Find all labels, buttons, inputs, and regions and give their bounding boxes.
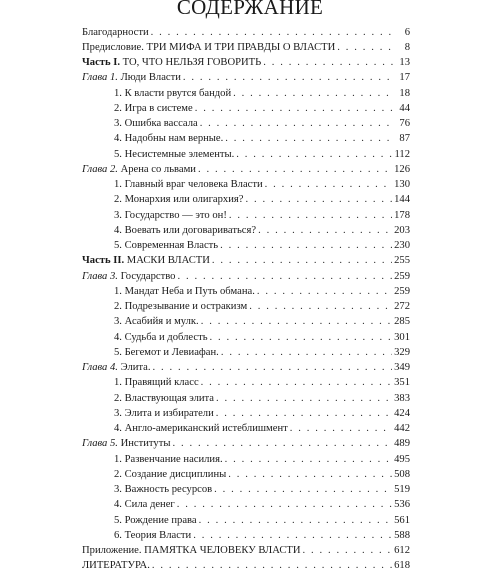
toc-page-number: 44 — [399, 102, 410, 114]
toc-entry-text: Благодарности — [82, 26, 149, 38]
toc-entry-text: 2. Создание дисциплины — [114, 468, 227, 480]
toc-entry-text: 5. Бегемот и Левиафан. — [114, 346, 219, 358]
toc-entry-text: 4. Надобны нам верные. — [114, 133, 224, 145]
toc-chapter-marker: Глава 3. — [82, 270, 118, 282]
toc-page-number: 130 — [394, 179, 410, 191]
dot-leader — [236, 147, 392, 162]
dot-leader — [153, 360, 393, 375]
toc-entry-text: Государство — [117, 270, 176, 282]
toc-entry-text: 3. Важность ресурсов — [114, 484, 213, 496]
toc-entry-label — [114, 421, 288, 436]
toc-entry — [82, 284, 410, 299]
toc-page-number: 612 — [394, 545, 410, 557]
toc-page-number: 8 — [404, 41, 410, 53]
toc-entry — [82, 208, 410, 223]
dot-leader — [177, 269, 392, 284]
toc-page-number: 255 — [394, 255, 410, 267]
toc-entry — [82, 406, 410, 421]
toc-entry-text: 3. Ошибка вассала — [114, 118, 198, 130]
toc-entry-text: 4. Судьба и доблесть — [114, 331, 208, 343]
toc-entry — [82, 482, 410, 497]
table-of-contents — [82, 25, 410, 574]
toc-entry-text: Арена со львами — [117, 163, 196, 175]
toc-entry — [82, 299, 410, 314]
toc-entry — [82, 86, 410, 101]
toc-entry — [82, 40, 410, 55]
toc-entry-label — [114, 314, 199, 329]
toc-page-number: 259 — [394, 285, 410, 297]
dot-leader — [216, 406, 392, 421]
toc-entry-label — [82, 360, 151, 375]
toc-page-number: 230 — [394, 240, 410, 252]
toc-page-number: 519 — [394, 484, 410, 496]
toc-entry-text: 2. Монархия или олигархия? — [114, 194, 244, 206]
toc-entry-text: Элита. — [117, 362, 151, 374]
dot-leader — [201, 375, 392, 390]
toc-entry-text: 4. Англо-американский истеблишмент — [114, 423, 288, 435]
toc-entry-text: 2. Властвующая элита — [114, 392, 214, 404]
toc-page-number: 285 — [394, 316, 410, 328]
toc-entry-label — [114, 391, 214, 406]
toc-entry-text: 2. Подрезывание и остракизм — [114, 301, 248, 313]
toc-entry — [82, 421, 410, 436]
toc-entry — [82, 223, 410, 238]
toc-entry — [82, 314, 410, 329]
dot-leader — [228, 467, 392, 482]
toc-entry — [82, 513, 410, 528]
toc-entry-label — [114, 208, 227, 223]
toc-page-number: 351 — [394, 377, 410, 389]
dot-leader — [263, 55, 394, 70]
toc-page-number: 301 — [394, 331, 410, 343]
toc-entry-text: 4. Воевать или договариваться? — [114, 224, 257, 236]
dot-leader — [193, 528, 392, 543]
toc-entry-text: Институты — [117, 438, 171, 450]
toc-entry-label — [114, 406, 214, 421]
dot-leader — [195, 101, 394, 116]
toc-page-number: 13 — [399, 57, 410, 69]
toc-entry — [82, 345, 410, 360]
toc-entry-label — [82, 70, 181, 85]
toc-entry-label — [114, 101, 193, 116]
toc-entry-label — [114, 177, 263, 192]
toc-page-number: 383 — [394, 392, 410, 404]
toc-entry-text: 5. Современная Власть — [114, 240, 219, 252]
toc-entry-label — [82, 40, 335, 55]
toc-entry-label — [82, 436, 170, 451]
toc-page-number: 144 — [394, 194, 410, 206]
toc-entry — [82, 162, 410, 177]
toc-entry — [82, 391, 410, 406]
toc-entry-label — [114, 284, 255, 299]
toc-page-number: 17 — [399, 72, 410, 84]
dot-leader — [216, 391, 392, 406]
dot-leader — [212, 253, 392, 268]
dot-leader — [210, 330, 393, 345]
toc-entry-text: МАСКИ ВЛАСТИ — [124, 255, 210, 267]
toc-entry-label — [114, 86, 231, 101]
toc-chapter-marker: Глава 2. — [82, 163, 118, 175]
toc-page-number: 259 — [394, 270, 410, 282]
dot-leader — [257, 284, 392, 299]
toc-entry-label — [114, 147, 234, 162]
toc-entry-label — [82, 269, 175, 284]
toc-entry — [82, 558, 410, 573]
toc-entry-text: 2. Игра в системе — [114, 102, 193, 114]
toc-entry — [82, 452, 410, 467]
toc-entry-text: 5. Несистемные элементы. — [114, 148, 235, 160]
toc-entry — [82, 253, 410, 268]
dot-leader — [221, 345, 392, 360]
toc-entry-label — [82, 543, 301, 558]
toc-page-number: 126 — [394, 163, 410, 175]
toc-page-number: 424 — [394, 407, 410, 419]
toc-page-number: 508 — [394, 468, 410, 480]
toc-entry-text: Люди Власти — [117, 72, 181, 84]
toc-entry-text: 4. Сила денег — [114, 499, 175, 511]
dot-leader — [200, 116, 394, 131]
dot-leader — [258, 223, 392, 238]
toc-entry — [82, 101, 410, 116]
toc-entry — [82, 360, 410, 375]
dot-leader — [172, 436, 392, 451]
toc-entry-text: Предисловие. ТРИ МИФА И ТРИ ПРАВДЫ О ВЛАСТИ — [82, 41, 336, 53]
toc-part-marker: Часть II. — [82, 255, 125, 267]
toc-entry-label — [114, 528, 191, 543]
toc-entry — [82, 55, 410, 70]
toc-page-number: 272 — [394, 301, 410, 313]
toc-page-number: 489 — [394, 438, 410, 450]
toc-entry-text: 5. Рождение права — [114, 514, 197, 526]
toc-entry-text: 3. Элита и избиратели — [114, 407, 214, 419]
toc-entry — [82, 177, 410, 192]
toc-entry — [82, 375, 410, 390]
toc-entry-text: 1. Правящий класс — [114, 377, 199, 389]
dot-leader — [225, 452, 392, 467]
toc-page-number: 495 — [394, 453, 410, 465]
toc-entry-label — [114, 452, 223, 467]
toc-page-number: 203 — [394, 224, 410, 236]
toc-entry-label — [114, 116, 198, 131]
toc-entry-label — [114, 131, 223, 146]
dot-leader — [201, 314, 392, 329]
dot-leader — [229, 208, 392, 223]
dot-leader — [303, 543, 393, 558]
dot-leader — [199, 513, 393, 528]
toc-entry-label — [114, 482, 212, 497]
toc-entry-text: ТО, ЧТО НЕЛЬЗЯ ГОВОРИТЬ — [120, 57, 262, 69]
dot-leader — [183, 70, 394, 85]
toc-entry — [82, 543, 410, 558]
toc-entry-label — [82, 558, 150, 573]
toc-entry-label — [82, 55, 261, 70]
toc-page-number: 349 — [394, 362, 410, 374]
toc-entry — [82, 25, 410, 40]
toc-entry-label — [114, 223, 256, 238]
dot-leader — [249, 299, 392, 314]
toc-entry-label — [114, 330, 208, 345]
toc-entry-text: 1. Главный враг человека Власти — [114, 179, 263, 191]
dot-leader — [337, 40, 394, 55]
toc-entry-label — [114, 513, 197, 528]
toc-entry — [82, 528, 410, 543]
dot-leader — [220, 238, 392, 253]
toc-entry-label — [82, 253, 210, 268]
dot-leader — [290, 421, 392, 436]
toc-entry-label — [114, 467, 226, 482]
page-title: СОДЕРЖАНИЕ — [176, 0, 324, 19]
toc-entry-text: 6. Теория Власти — [114, 529, 192, 541]
toc-entry — [82, 147, 410, 162]
toc-entry — [82, 467, 410, 482]
dot-leader — [265, 177, 392, 192]
toc-entry-label — [114, 238, 218, 253]
toc-page-number: 329 — [394, 346, 410, 358]
toc-page-number: 6 — [404, 26, 410, 38]
toc-chapter-marker: Глава 5. — [82, 438, 118, 450]
toc-entry-label — [82, 162, 196, 177]
toc-entry-label — [114, 375, 199, 390]
dot-leader — [233, 86, 394, 101]
dot-leader — [214, 482, 392, 497]
toc-entry — [82, 330, 410, 345]
toc-page-number: 536 — [394, 499, 410, 511]
toc-chapter-marker: Глава 1. — [82, 72, 118, 84]
toc-entry-text: ЛИТЕРАТУРА. — [82, 560, 150, 572]
toc-entry — [82, 131, 410, 146]
toc-entry-text: 1. Мандат Неба и Путь обмана. — [114, 285, 255, 297]
toc-page-number: 442 — [394, 423, 410, 435]
toc-entry — [82, 116, 410, 131]
toc-entry-label — [114, 192, 243, 207]
toc-entry — [82, 192, 410, 207]
dot-leader — [152, 558, 392, 573]
toc-page-number: 588 — [394, 529, 410, 541]
toc-chapter-marker: Глава 4. — [82, 362, 118, 374]
dot-leader — [245, 192, 392, 207]
toc-part-marker: Часть I. — [82, 57, 120, 69]
toc-page-number: 618 — [394, 560, 410, 572]
toc-entry — [82, 269, 410, 284]
toc-entry-text: 1. К власти рвутся бандой — [114, 87, 232, 99]
toc-page-number: 178 — [394, 209, 410, 221]
dot-leader — [198, 162, 392, 177]
toc-page-number: 18 — [399, 87, 410, 99]
toc-entry-label — [114, 299, 247, 314]
toc-entry — [82, 70, 410, 85]
toc-entry-text: 3. Государство — это он! — [114, 209, 227, 221]
dot-leader — [151, 25, 394, 40]
toc-entry-label — [82, 25, 149, 40]
toc-page-number: 112 — [394, 148, 410, 160]
dot-leader — [225, 131, 394, 146]
toc-entry-label — [114, 345, 219, 360]
toc-entry — [82, 436, 410, 451]
toc-entry-text: Приложение. ПАМЯТКА ЧЕЛОВЕКУ ВЛАСТИ — [82, 545, 301, 557]
toc-page-number: 561 — [394, 514, 410, 526]
toc-entry-text: 3. Асабийя и мулк. — [114, 316, 199, 328]
toc-page-number: 87 — [399, 133, 410, 145]
toc-entry-text: 1. Развенчание насилия. — [114, 453, 223, 465]
toc-entry — [82, 238, 410, 253]
toc-page-number: 76 — [399, 118, 410, 130]
